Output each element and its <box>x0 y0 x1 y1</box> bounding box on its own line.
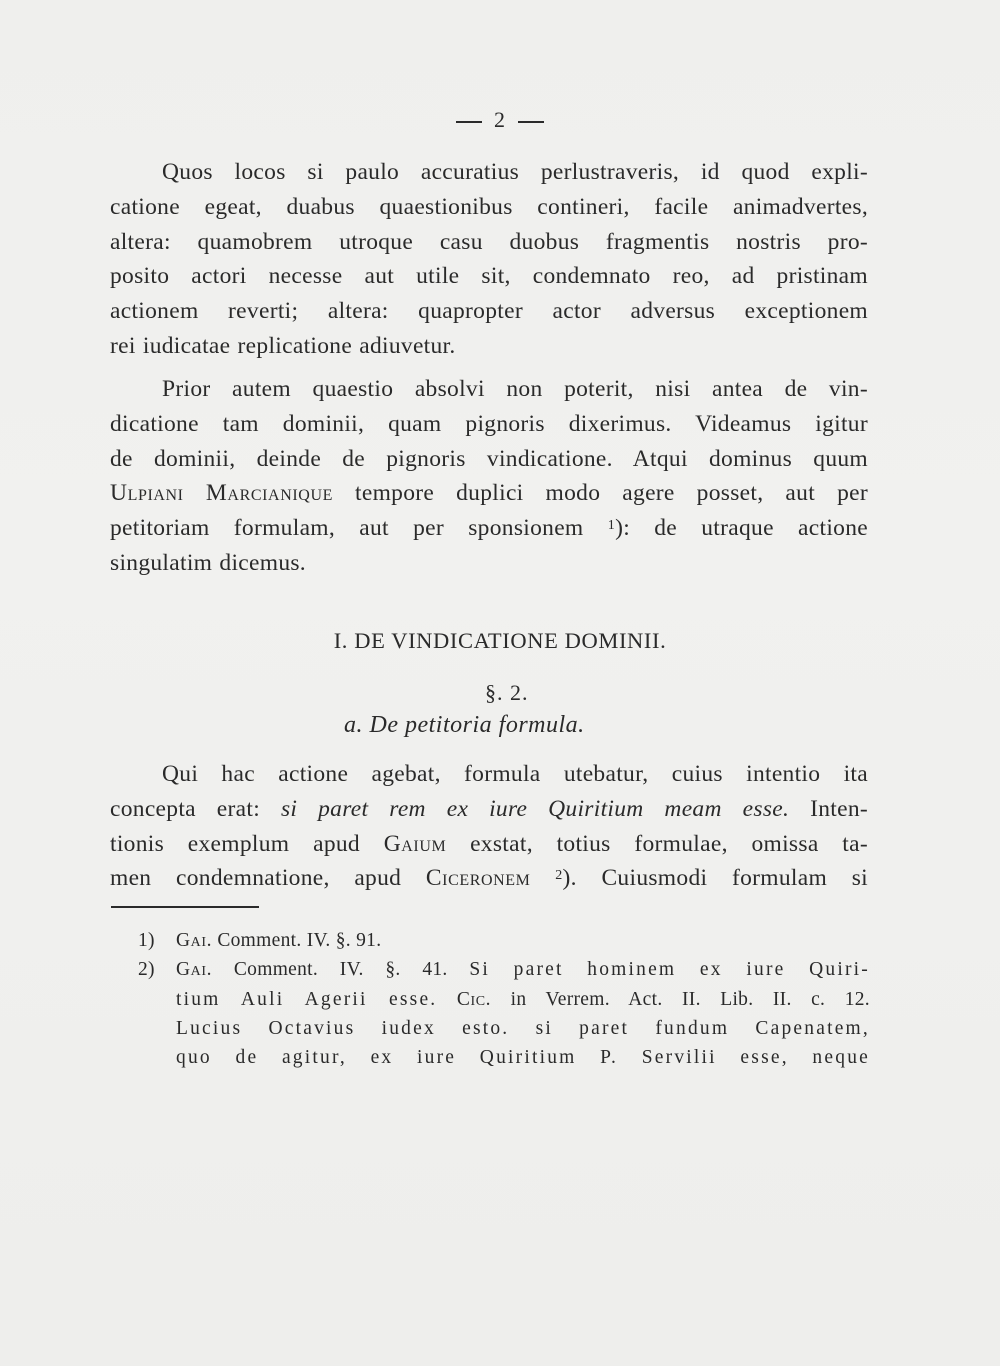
footnote-mark: 1) <box>138 930 155 951</box>
paragraph-3-line <box>110 792 868 827</box>
footnote-text: Comment. IV. §. 41. <box>233 959 448 981</box>
footnote-separator <box>111 906 259 908</box>
paragraph-1-line: actionem reverti; altera: quapropter actor adversus exceptionem <box>110 298 868 325</box>
page-number-text: 2 <box>494 107 506 132</box>
footnote-line <box>140 926 870 955</box>
paragraph-1-line: catione egeat, duabus quaestionibus contineri, facile animadvertes, <box>110 193 868 220</box>
paragraph-2-line <box>110 476 868 511</box>
paragraph-3-text: ). Cuiusmodi formulam si <box>562 865 868 892</box>
footnote-line: quo de agitur, ex iure Quiritium P. Servilii esse, neque <box>176 1047 870 1069</box>
footnote-line: Lucius Octavius iudex esto. si paret fundum Capenatem, <box>176 1017 870 1039</box>
footnote-author: Gai. <box>176 930 213 951</box>
footnote-reference: 1 <box>607 518 616 534</box>
author-name: Ciceronem <box>425 865 531 892</box>
paragraph-3-text: men condemnatione, apud <box>110 865 402 892</box>
paragraph-3-text: Inten- <box>810 795 869 822</box>
subheading: a. De petitoria formula. <box>344 712 585 738</box>
footnote-1 <box>140 926 870 955</box>
footnote-author: Gai. <box>176 959 213 981</box>
paragraph-2-line <box>110 511 868 546</box>
paragraph-2-line: dicatione tam dominii, quam pignoris dixerimus. Videamus igitur <box>110 410 868 437</box>
section-number: §. 2. <box>485 680 529 705</box>
footnote-line <box>140 955 870 984</box>
paragraph-1-line: posito actori necesse aut utile sit, condemnato reo, ad pristinam <box>110 263 868 290</box>
paragraph-2-text: petitoriam formulam, aut per sponsionem <box>110 515 584 542</box>
paragraph-2-line: singulatim dicemus. <box>110 549 306 576</box>
paragraph-3 <box>110 757 868 896</box>
paragraph-3-text: tionis exemplum apud <box>110 830 360 857</box>
footnote-2 <box>140 955 870 1072</box>
footnote-quote: Si paret hominem ex iure Quiri- <box>469 959 870 981</box>
paragraph-1-line: rei iudicatae replicatione adiuvetur. <box>110 332 456 359</box>
footnote-mark: 2) <box>138 959 155 981</box>
formula-quote: si paret rem ex iure Quiritium meam esse. <box>280 795 790 822</box>
page-number-dash-left <box>456 121 482 123</box>
footnote-quote: tium Auli Agerii esse. <box>176 988 438 1010</box>
paragraph-2 <box>110 372 868 581</box>
paragraph-2-text: ): de utraque actione <box>615 515 868 542</box>
author-names: Ulpiani Marcianique <box>110 480 333 507</box>
paragraph-2-line: Prior autem quaestio absolvi non poterit, nisi antea de vin- <box>162 376 868 402</box>
page-number-dash-right <box>518 121 544 123</box>
paragraph-3-line <box>110 861 868 896</box>
footnote-text: in Verrem. Act. II. Lib. II. c. 12. <box>510 988 870 1010</box>
footnote-text: Comment. IV. §. 91. <box>217 930 382 951</box>
footnote-author: Cic. <box>456 988 492 1010</box>
paragraph-1-line: altera: quamobrem utroque casu duobus fragmentis nostris pro- <box>110 228 868 255</box>
paragraph-3-text: concepta erat: <box>110 795 261 822</box>
paragraph-2-text: tempore duplici modo agere posset, aut per <box>355 480 868 507</box>
paragraph-1-line: Quos locos si paulo accuratius perlustraveris, id quod expli- <box>162 159 868 185</box>
section-title: I. DE VINDICATIONE DOMINII. <box>333 628 667 653</box>
author-name: Gaium <box>383 830 447 857</box>
footnote-line <box>176 985 870 1014</box>
paragraph-3-text: exstat, totius formulae, omissa ta- <box>470 830 868 857</box>
page-number <box>0 107 1000 133</box>
paragraph-1 <box>110 155 868 364</box>
paragraph-2-line: de dominii, deinde de pignoris vindicatione. Atqui dominus quum <box>110 445 868 472</box>
footnotes <box>140 926 870 1072</box>
paragraph-3-line <box>110 827 868 862</box>
paragraph-3-line: Qui hac actione agebat, formula utebatur, cuius intentio ita <box>162 761 868 787</box>
footnote-reference: 2 <box>555 868 563 884</box>
